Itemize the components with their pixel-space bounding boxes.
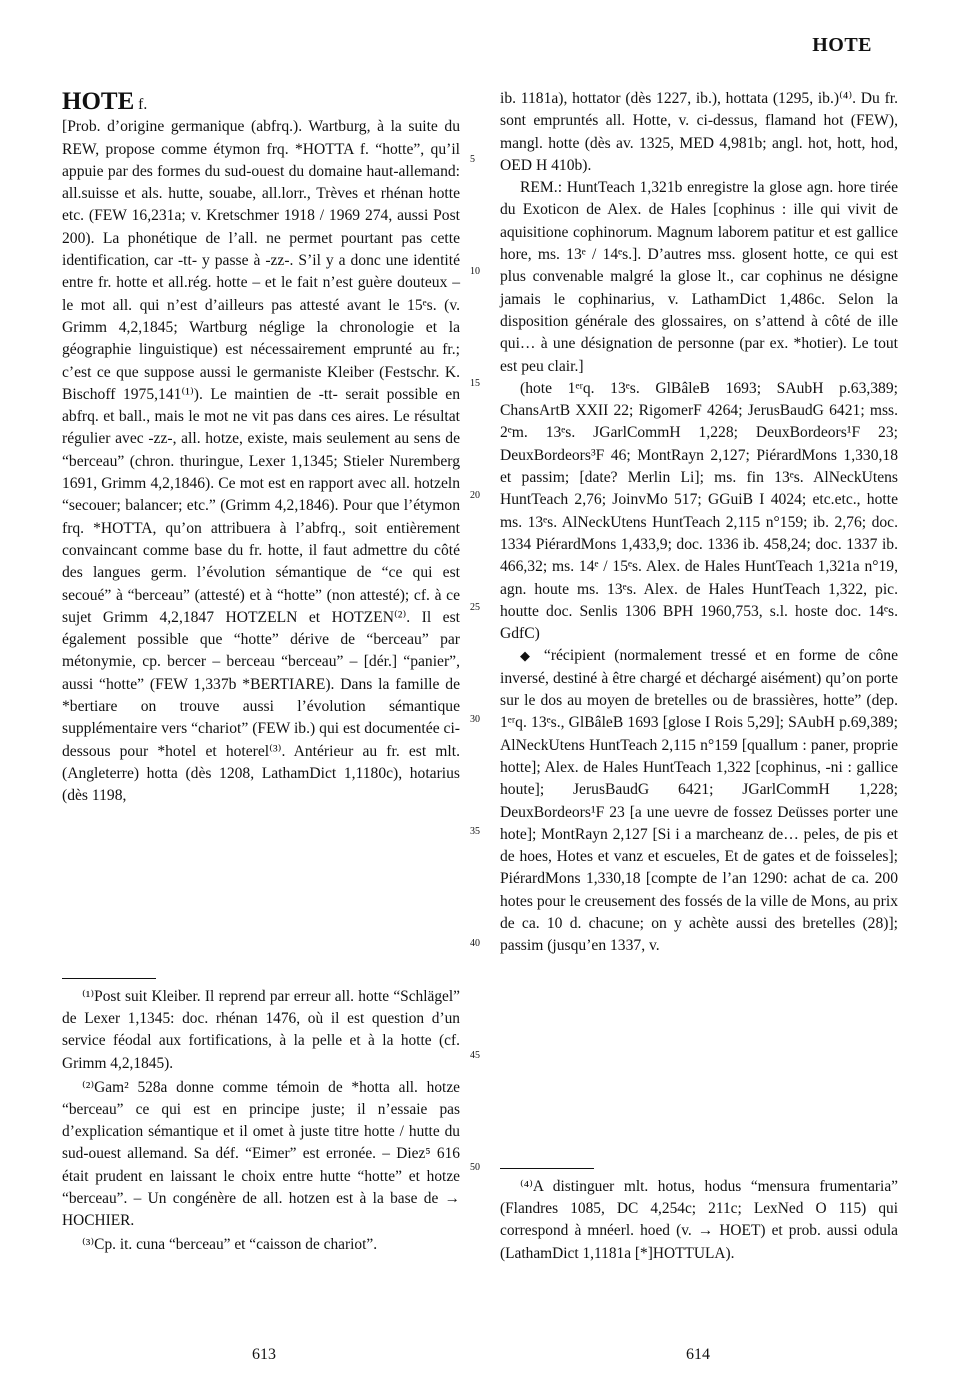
remark-paragraph: REM.: HuntTeach 1,321b enregistre la glose agn. hore tirée du Exoticon de Alex. de Hales [cophinus : ille qui vivit de aquisitione cophinorum. Magnum laborem patitur et est gallice hore, ms. 13ᵉ / 14ᵉs.]. D’autres mss. glosent hotte, ce qui est plus convenable malgré la glose lt., car cophinus ne désigne jamais le cophinarius, v. LathamDict 1,486c. Selon la disposition générale des glossaires, on s’attend à côté de ille qui… à une désignation de personne (par ex. *hotier). Le tout est peu clair.] xyxy=(500,179,898,375)
continuation-paragraph: ib. 1181a), hottator (dès 1227, ib.), hottata (1295, ib.)⁽⁴⁾. Du fr. sont empruntés all. Hotte, v. ci-dessus, flamand hot (FEW), mangl. hotte (dès av. 1325, MED 4,981b; angl. hot, hott, hod, OED H 410b). xyxy=(500,90,898,174)
left-footnotes xyxy=(62,986,460,1258)
right-footnotes xyxy=(500,1176,898,1265)
left-column xyxy=(62,88,460,808)
line-number: 30 xyxy=(470,714,480,725)
footnote-divider xyxy=(62,978,156,979)
line-number: 5 xyxy=(470,154,475,165)
headword: HOTE xyxy=(62,88,135,115)
right-column xyxy=(500,88,898,958)
line-number: 10 xyxy=(470,266,480,277)
attestations-paragraph: (hote 1ᵉʳq. 13ᵉs. GlBâleB 1693; SAubH p.63,389; ChansArtB XXII 22; RigomerF 4264; JerusBaudG 6421; mss. 2ᵉm. 13ᵉs. JGarlCommH 1,228; DeuxBordeors¹F 23; DeuxBordeors³F 46; MontRayn 2,127; PiérardMons 1,330,18 et passim; [date? Merlin Li]; ms. fin 13ᵉs. AlNeckUtens HuntTeach 2,76; JoinvMo 517; GGuiB I 4024; etc.etc., hotte ms. 13ᵉs. AlNeckUtens HuntTeach 2,115 n°159; ib. 2,76; doc. 1334 PiérardMons 1,433,9; doc. 1336 ib. 458,24; doc. 1337 ib. 466,32; ms. 14ᵉ / 15ᵉs. Alex. de Hales HuntTeach 1,321a n°19, agn. houte ms. 13ᵉs. Alex. de Hales HuntTeach 1,322, pic. houtte doc. Senlis 1306 BPH 1960,753, s.l. hoste doc. 14ᵉs. GdfC) xyxy=(500,379,898,643)
running-head: HOTE xyxy=(812,34,872,56)
etymology-paragraph: [Prob. d’origine germanique (abfrq.). Wartburg, à la suite du REW, propose comme étymon frq. *HOTTA f. “hotte”, qu’il appuie par des formes du sud-ouest du domaine haut-allemand: all.suisse et als. hutte, souabe, all.lorr., Trèves et rhénan hotte etc. (FEW 16,231a; v. Kretschmer 1918 / 1969 274, aussi Post 200). La phonétique de l’all. ne permet pourtant pas cette identification, car -tt- y passe à -zz-. S’il y a donc une identité entre fr. hotte et all.rég. hotte – et le fait n’est guère douteux – le mot all. qui n’est d’ailleurs pas attesté avant le 15ᵉs. (v. Grimm 4,2,1845; Wartburg néglige la chronologie et la géographie linguistique) est nécessairement emprunté au fr.; c’est ce que suppose aussi le germaniste Kleiber (Festschr. K. Bischoff 1975,141⁽¹⁾). Le maintien de -tt- serait possible en abfrq. et ball., mais le mot ne vit pas dans ces aires. Le résultat régulier avec -zz-, all. hotze, existe, mais seulement au sens de “berceau” (chron. thuringue, Lexer 1,1345; Stieler Nuremberg 1691, Grimm 4,2,1846). Ce mot est en rapport avec all. hotzeln “secouer; balancer; etc.” (Grimm 4,2,1846). Pour que l’étymon frq. *HOTTA, qu’on attribuera à l’abfrq., soit entièrement convaincant comme base du fr. hotte, il faut admettre du côté des langues germ. l’évolution sémantique de “ce qui est secoué” à “berceau” (attesté) et à “hotte” (non attesté); cf. à ce sujet Grimm 4,2,1847 HOTZELN et HOTZEN⁽²⁾. Il est également possible que “hotte” dérive de “berceau” par métonymie, cp. bercer – berceau “berceau” – [dér.] “panier”, aussi “hotte” (FEW 1,337b *BERTIARE). Dans la famille de *bertiare on trouve aussi l’évolution sémantique supplémentaire vers “chariot” (FEW ib.) qui est documentée ci-dessous pour *hotel et hoterel⁽³⁾. Antérieur au fr. est mlt. (Angleterre) hotta (dès 1208, LathamDict 1,1180c), hotarius (dès 1198, xyxy=(62,118,460,805)
line-number: 45 xyxy=(470,1050,480,1061)
line-number: 35 xyxy=(470,826,480,837)
footnote: ⁽²⁾Gam² 528a donne comme témoin de *hotta all. hotze “berceau” ce qui est en principe juste; il n’essaie pas d’explication sémantique et il omet à juste titre hotte / hutte du sud-ouest allemand. Sa déf. “Eimer” est erronée. – Diez⁵ 616 était prudent en laissant le choix entre hutte “hotte” et hotze “berceau”. – Un congénère de all. hotzen est à la base de → HOCHIER. xyxy=(62,1078,460,1230)
footnote: ⁽³⁾Cp. it. cuna “berceau” et “caisson de chariot”. xyxy=(82,1236,378,1254)
line-number: 50 xyxy=(470,1162,480,1173)
definition-text: “récipient (normalement tressé et en forme de cône inversé, destiné à être chargé et déchargé aisément) qu’on porte sur le dos au moyen de bretelles ou de brassières, hotte” (dep. 1ᵉʳq. 13ᵉs., GlBâleB 1693 [glose I Rois 5,29]; SAubH p.69,389; AlNeckUtens HuntTeach 2,115 n°159 [quallum : paner, proprie hotte]; Alex. de Hales HuntTeach 1,322 [cophinus, -ni : gallice houte]; JerusBaudG 6421; JGarlCommH 1,228; DeuxBordeors¹F 23 [a une uevre de fossez Deüsses porter une hote]; MontRayn 2,127 [Si i a marcheanz de… peles, de pis et de hoes, Hotes et vanz et escueles, Et de gates et de foisseles]; PiérardMons 1,330,18 [compte de l’an 1290: achat de ca. 200 hotes pour le creusement des fossés de la ville de Mons, au prix de ca. 10 d. chacune; on y achète aussi des bretelles (28)]; passim (jusqu’en 1337, v. xyxy=(500,647,898,955)
page-number-right: 614 xyxy=(686,1346,710,1363)
line-number: 15 xyxy=(470,378,480,389)
line-number: 25 xyxy=(470,602,480,613)
line-number: 20 xyxy=(470,490,480,501)
page-number-left: 613 xyxy=(252,1346,276,1363)
entry-heading xyxy=(62,88,460,116)
footnote-divider xyxy=(500,1168,594,1169)
footnote: ⁽¹⁾Post suit Kleiber. Il reprend par erreur all. hotte “Schlägel” de Lexer 1,1345: doc. rhénan 1476, où il est question d’un service féodal aux fortifications, à la pelle et à la hotte (cf. Grimm 4,2,1845). xyxy=(62,988,460,1072)
diamond-bullet-icon: ◆ xyxy=(520,648,535,664)
definition-paragraph xyxy=(500,645,898,957)
grammatical-gender: f. xyxy=(138,96,148,113)
line-number: 40 xyxy=(470,938,480,949)
footnote: ⁽⁴⁾A distinguer mlt. hotus, hodus “mensura frumentaria” (Flandres 1085, DC 4,254c; 211c; LexNed O 115) qui correspond à mnéerl. hoed (v. → HOET) et prob. aussi odula (LathamDict 1,1181a [*]HOTTULA). xyxy=(500,1178,898,1262)
